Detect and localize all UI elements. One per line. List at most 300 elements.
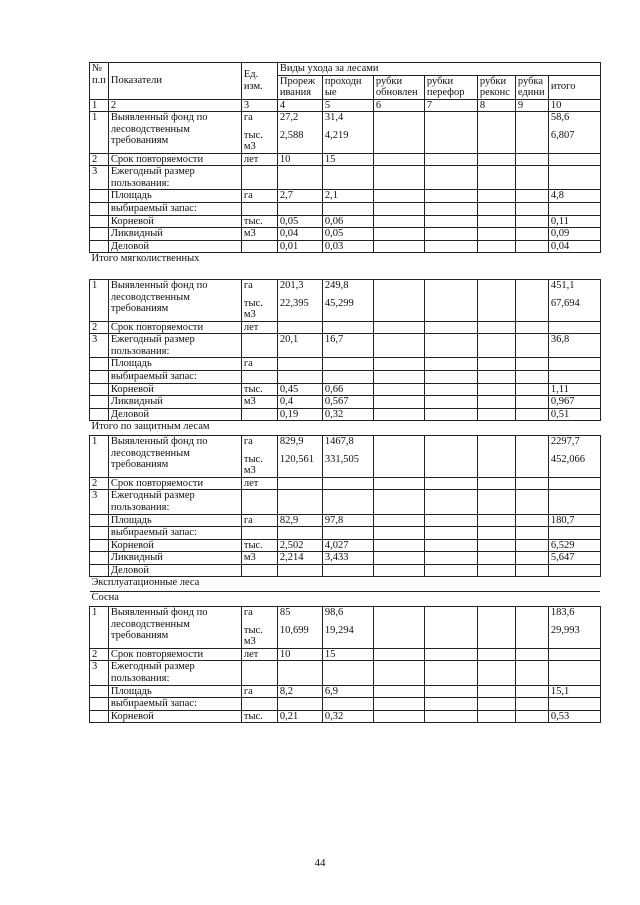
thinning-cell — [277, 166, 322, 190]
row-unit — [241, 698, 277, 711]
passage-cell — [322, 240, 373, 253]
empty-cell — [515, 607, 548, 649]
row-number: 3 — [90, 490, 109, 514]
thinning-cell — [277, 527, 322, 540]
section-row — [90, 253, 601, 280]
empty-cell — [373, 477, 424, 490]
row-number — [90, 228, 109, 241]
cell-value: 2,502 — [279, 539, 304, 551]
passage-cell — [322, 685, 373, 698]
thinning-cell — [277, 648, 322, 661]
thinning-cell — [277, 490, 322, 514]
empty-cell — [515, 408, 548, 421]
cell-value: 15 — [324, 153, 336, 165]
row-label: выбираемый запас: — [108, 527, 241, 540]
cell-value: 22,395 — [279, 297, 309, 309]
thinning-cell — [277, 383, 322, 396]
row-label: Выявленный фонд по лесоводственным требованиям — [108, 112, 241, 154]
empty-cell — [424, 552, 477, 565]
empty-cell — [477, 334, 515, 358]
empty-cell — [373, 166, 424, 190]
cell-value: 0,05 — [279, 215, 299, 227]
cell-value: 2,7 — [279, 190, 293, 202]
cell-value: 331,505 — [324, 453, 359, 465]
section-row — [90, 421, 601, 436]
unit-value: га — [243, 607, 253, 619]
column-number: 8 — [477, 99, 515, 112]
empty-cell — [373, 153, 424, 166]
cell-value: 0,11 — [550, 215, 569, 227]
unit-value: га — [243, 514, 253, 526]
cell-value: 6,807 — [550, 129, 575, 141]
passage-cell — [322, 527, 373, 540]
passage-cell — [322, 698, 373, 711]
thinning-cell — [277, 153, 322, 166]
type-header: проходн ые — [322, 75, 373, 99]
row-label: Ежегодный размер пользования: — [108, 490, 241, 514]
row-number — [90, 539, 109, 552]
passage-cell — [322, 477, 373, 490]
row-unit — [241, 661, 277, 685]
empty-cell — [515, 539, 548, 552]
table-row — [90, 215, 601, 228]
unit-value: лет — [243, 477, 259, 489]
row-label: Деловой — [108, 240, 241, 253]
empty-cell — [477, 436, 515, 478]
total-cell — [548, 166, 600, 190]
empty-cell — [424, 358, 477, 371]
passage-cell — [322, 321, 373, 334]
thinning-cell — [277, 280, 322, 322]
cell-value: 0,04 — [279, 228, 299, 240]
unit-value: га — [243, 280, 253, 292]
row-unit — [241, 477, 277, 490]
empty-cell — [424, 527, 477, 540]
total-cell — [548, 607, 600, 649]
total-cell — [548, 396, 600, 409]
table-row — [90, 436, 601, 478]
empty-cell — [373, 552, 424, 565]
empty-cell — [373, 607, 424, 649]
empty-cell — [515, 685, 548, 698]
unit-value: тыс. м3 — [243, 129, 263, 153]
empty-cell — [477, 698, 515, 711]
row-label: Выявленный фонд по лесоводственным требованиям — [108, 280, 241, 322]
row-label: Срок повторяемости — [108, 477, 241, 490]
row-number: 1 — [90, 112, 109, 154]
empty-cell — [477, 710, 515, 723]
row-number: 1 — [90, 436, 109, 478]
table-row — [90, 408, 601, 421]
empty-cell — [424, 203, 477, 216]
empty-cell — [477, 607, 515, 649]
thinning-cell — [277, 436, 322, 478]
total-cell — [548, 334, 600, 358]
empty-cell — [424, 153, 477, 166]
unit-value: га — [243, 112, 253, 124]
row-unit — [241, 166, 277, 190]
row-unit — [241, 564, 277, 577]
empty-cell — [424, 408, 477, 421]
cell-value: 85 — [279, 607, 291, 619]
cell-value: 20,1 — [279, 334, 299, 346]
row-number: 2 — [90, 153, 109, 166]
thinning-cell — [277, 710, 322, 723]
unit-value: тыс. м3 — [243, 453, 263, 477]
empty-cell — [424, 685, 477, 698]
type-header: рубки перефор — [424, 75, 477, 99]
cell-value: 0,19 — [279, 408, 299, 420]
row-unit — [241, 203, 277, 216]
row-unit — [241, 648, 277, 661]
cell-value: 0,567 — [324, 396, 349, 408]
row-label: Площадь — [108, 514, 241, 527]
passage-cell — [322, 514, 373, 527]
empty-cell — [477, 203, 515, 216]
empty-cell — [515, 564, 548, 577]
empty-cell — [477, 215, 515, 228]
empty-cell — [424, 396, 477, 409]
empty-cell — [373, 490, 424, 514]
total-cell — [548, 685, 600, 698]
empty-cell — [424, 383, 477, 396]
thinning-cell — [277, 112, 322, 154]
row-number — [90, 215, 109, 228]
cell-value: 8,2 — [279, 685, 293, 697]
passage-cell — [322, 408, 373, 421]
unit-value: тыс. м3 — [243, 624, 263, 648]
empty-cell — [424, 661, 477, 685]
unit-value: га — [243, 685, 253, 697]
row-label: Выявленный фонд по лесоводственным требованиям — [108, 607, 241, 649]
row-unit — [241, 552, 277, 565]
unit-value: тыс. — [243, 710, 263, 722]
total-cell — [548, 153, 600, 166]
row-unit — [241, 321, 277, 334]
thinning-cell — [277, 190, 322, 203]
row-label: Срок повторяемости — [108, 153, 241, 166]
cell-value: 0,06 — [324, 215, 344, 227]
row-label: Корневой — [108, 539, 241, 552]
thinning-cell — [277, 408, 322, 421]
empty-cell — [515, 648, 548, 661]
row-label: выбираемый запас: — [108, 203, 241, 216]
row-label: Ликвидный — [108, 552, 241, 565]
empty-cell — [373, 698, 424, 711]
passage-cell — [322, 661, 373, 685]
table-row — [90, 477, 601, 490]
unit-header: Ед. изм. — [241, 63, 277, 100]
row-number — [90, 396, 109, 409]
type-header: рубки реконс — [477, 75, 515, 99]
empty-cell — [477, 280, 515, 322]
empty-cell — [515, 371, 548, 384]
total-cell — [548, 190, 600, 203]
column-number: 4 — [277, 99, 322, 112]
thinning-cell — [277, 203, 322, 216]
row-number — [90, 190, 109, 203]
total-cell — [548, 477, 600, 490]
empty-cell — [373, 112, 424, 154]
passage-cell — [322, 203, 373, 216]
passage-cell — [322, 607, 373, 649]
column-number: 5 — [322, 99, 373, 112]
empty-cell — [477, 527, 515, 540]
cell-value: 0,21 — [279, 710, 299, 722]
table-row — [90, 153, 601, 166]
empty-cell — [424, 190, 477, 203]
passage-cell — [322, 190, 373, 203]
empty-cell — [373, 396, 424, 409]
empty-cell — [515, 334, 548, 358]
empty-cell — [373, 371, 424, 384]
empty-cell — [515, 477, 548, 490]
total-cell — [548, 280, 600, 322]
passage-cell — [322, 215, 373, 228]
passage-cell — [322, 153, 373, 166]
empty-cell — [373, 685, 424, 698]
row-number: 1 — [90, 280, 109, 322]
cell-value: 16,7 — [324, 334, 344, 346]
column-number: 10 — [548, 99, 600, 112]
passage-cell — [322, 436, 373, 478]
cell-value: 0,45 — [279, 383, 299, 395]
column-number: 3 — [241, 99, 277, 112]
passage-cell — [322, 648, 373, 661]
cell-value: 67,694 — [550, 297, 580, 309]
table-row — [90, 190, 601, 203]
cell-value: 0,66 — [324, 383, 344, 395]
total-cell — [548, 564, 600, 577]
row-unit — [241, 112, 277, 154]
column-number: 7 — [424, 99, 477, 112]
empty-cell — [477, 240, 515, 253]
total-cell — [548, 228, 600, 241]
empty-cell — [477, 358, 515, 371]
thinning-cell — [277, 396, 322, 409]
cell-value: 97,8 — [324, 514, 344, 526]
empty-cell — [515, 190, 548, 203]
cell-value: 0,967 — [550, 396, 575, 408]
table-row — [90, 514, 601, 527]
thinning-cell — [277, 564, 322, 577]
cell-value: 10,699 — [279, 624, 309, 636]
type-header: Прореж ивания — [277, 75, 322, 99]
passage-cell — [322, 334, 373, 358]
passage-cell — [322, 280, 373, 322]
table-row — [90, 228, 601, 241]
cell-value: 0,51 — [550, 408, 570, 420]
empty-cell — [373, 564, 424, 577]
empty-cell — [373, 203, 424, 216]
cell-value: 201,3 — [279, 280, 304, 292]
unit-value: м3 — [243, 552, 256, 564]
row-number — [90, 710, 109, 723]
empty-cell — [477, 552, 515, 565]
section-title: Итого мягколиственных — [90, 253, 601, 280]
table-row — [90, 358, 601, 371]
cell-value: 120,561 — [279, 453, 314, 465]
table-row — [90, 490, 601, 514]
cell-value: 0,04 — [550, 240, 570, 252]
row-label: Корневой — [108, 710, 241, 723]
table-row — [90, 240, 601, 253]
cell-value: 6,9 — [324, 685, 338, 697]
empty-cell — [424, 280, 477, 322]
empty-cell — [373, 190, 424, 203]
empty-cell — [424, 240, 477, 253]
empty-cell — [477, 514, 515, 527]
total-cell — [548, 215, 600, 228]
thinning-cell — [277, 371, 322, 384]
table-row — [90, 203, 601, 216]
empty-cell — [477, 190, 515, 203]
cell-value: 3,433 — [324, 552, 349, 564]
row-label: Ликвидный — [108, 396, 241, 409]
row-label: Корневой — [108, 383, 241, 396]
row-unit — [241, 153, 277, 166]
empty-cell — [424, 228, 477, 241]
unit-value: лет — [243, 153, 259, 165]
row-label: Выявленный фонд по лесоводственным требованиям — [108, 436, 241, 478]
empty-cell — [424, 490, 477, 514]
empty-cell — [373, 383, 424, 396]
section-title: Сосна — [90, 592, 601, 607]
empty-cell — [515, 514, 548, 527]
table-row — [90, 334, 601, 358]
empty-cell — [424, 564, 477, 577]
row-unit — [241, 334, 277, 358]
thinning-cell — [277, 514, 322, 527]
empty-cell — [515, 203, 548, 216]
cell-value: 4,219 — [324, 129, 349, 141]
passage-cell — [322, 490, 373, 514]
table-row — [90, 527, 601, 540]
cell-value: 36,8 — [550, 334, 570, 346]
total-cell — [548, 539, 600, 552]
row-label: Ликвидный — [108, 228, 241, 241]
unit-value: тыс. — [243, 383, 263, 395]
column-number: 1 — [90, 99, 109, 112]
empty-cell — [373, 228, 424, 241]
empty-cell — [424, 436, 477, 478]
column-number: 6 — [373, 99, 424, 112]
empty-cell — [515, 358, 548, 371]
total-cell — [548, 436, 600, 478]
empty-cell — [515, 215, 548, 228]
row-label: Ежегодный размер пользования: — [108, 334, 241, 358]
section-title: Эксплуатационные леса — [90, 577, 601, 592]
table-row — [90, 564, 601, 577]
empty-cell — [515, 228, 548, 241]
empty-cell — [477, 564, 515, 577]
table-row — [90, 396, 601, 409]
empty-cell — [477, 228, 515, 241]
total-cell — [548, 527, 600, 540]
table-row — [90, 280, 601, 322]
page-number: 44 — [314, 857, 326, 869]
table-row — [90, 661, 601, 685]
row-unit — [241, 371, 277, 384]
empty-cell — [515, 661, 548, 685]
header-row — [90, 63, 601, 76]
unit-value: м3 — [243, 228, 256, 240]
cell-value: 4,8 — [550, 190, 564, 202]
passage-cell — [322, 396, 373, 409]
unit-value: тыс. — [243, 539, 263, 551]
passage-cell — [322, 564, 373, 577]
unit-value: га — [243, 190, 253, 202]
passage-cell — [322, 552, 373, 565]
unit-value: га — [243, 436, 253, 448]
cell-value: 2,588 — [279, 129, 304, 141]
row-number: 2 — [90, 477, 109, 490]
empty-cell — [424, 607, 477, 649]
passage-cell — [322, 539, 373, 552]
row-number — [90, 698, 109, 711]
empty-cell — [424, 215, 477, 228]
cell-value: 452,066 — [550, 453, 585, 465]
empty-cell — [515, 436, 548, 478]
table-row — [90, 371, 601, 384]
empty-cell — [515, 321, 548, 334]
empty-cell — [477, 477, 515, 490]
cell-value: 15,1 — [550, 685, 570, 697]
empty-cell — [477, 153, 515, 166]
row-unit — [241, 215, 277, 228]
unit-value: лет — [243, 648, 259, 660]
cell-value: 0,4 — [279, 396, 293, 408]
empty-cell — [477, 166, 515, 190]
cell-value: 2,214 — [279, 552, 304, 564]
passage-cell — [322, 383, 373, 396]
row-unit — [241, 383, 277, 396]
row-unit — [241, 240, 277, 253]
cell-value: 2,1 — [324, 190, 338, 202]
row-number — [90, 408, 109, 421]
total-cell — [548, 112, 600, 154]
empty-cell — [515, 112, 548, 154]
row-label: Деловой — [108, 408, 241, 421]
row-unit — [241, 358, 277, 371]
row-label: Площадь — [108, 358, 241, 371]
section-row — [90, 592, 601, 607]
cell-value: 183,6 — [550, 607, 575, 619]
total-cell — [548, 710, 600, 723]
empty-cell — [515, 552, 548, 565]
empty-cell — [424, 321, 477, 334]
total-cell — [548, 698, 600, 711]
table-row — [90, 321, 601, 334]
thinning-cell — [277, 240, 322, 253]
empty-cell — [424, 710, 477, 723]
empty-cell — [515, 490, 548, 514]
passage-cell — [322, 228, 373, 241]
table-row — [90, 710, 601, 723]
row-number — [90, 552, 109, 565]
forest-care-table — [89, 62, 601, 723]
type-header: рубки обновлен — [373, 75, 424, 99]
thinning-cell — [277, 698, 322, 711]
total-cell — [548, 661, 600, 685]
care-types-header: Виды ухода за лесами — [277, 63, 600, 76]
empty-cell — [477, 539, 515, 552]
table-row — [90, 112, 601, 154]
cell-value: 0,05 — [324, 228, 344, 240]
row-number: 3 — [90, 166, 109, 190]
empty-cell — [477, 490, 515, 514]
empty-cell — [373, 436, 424, 478]
